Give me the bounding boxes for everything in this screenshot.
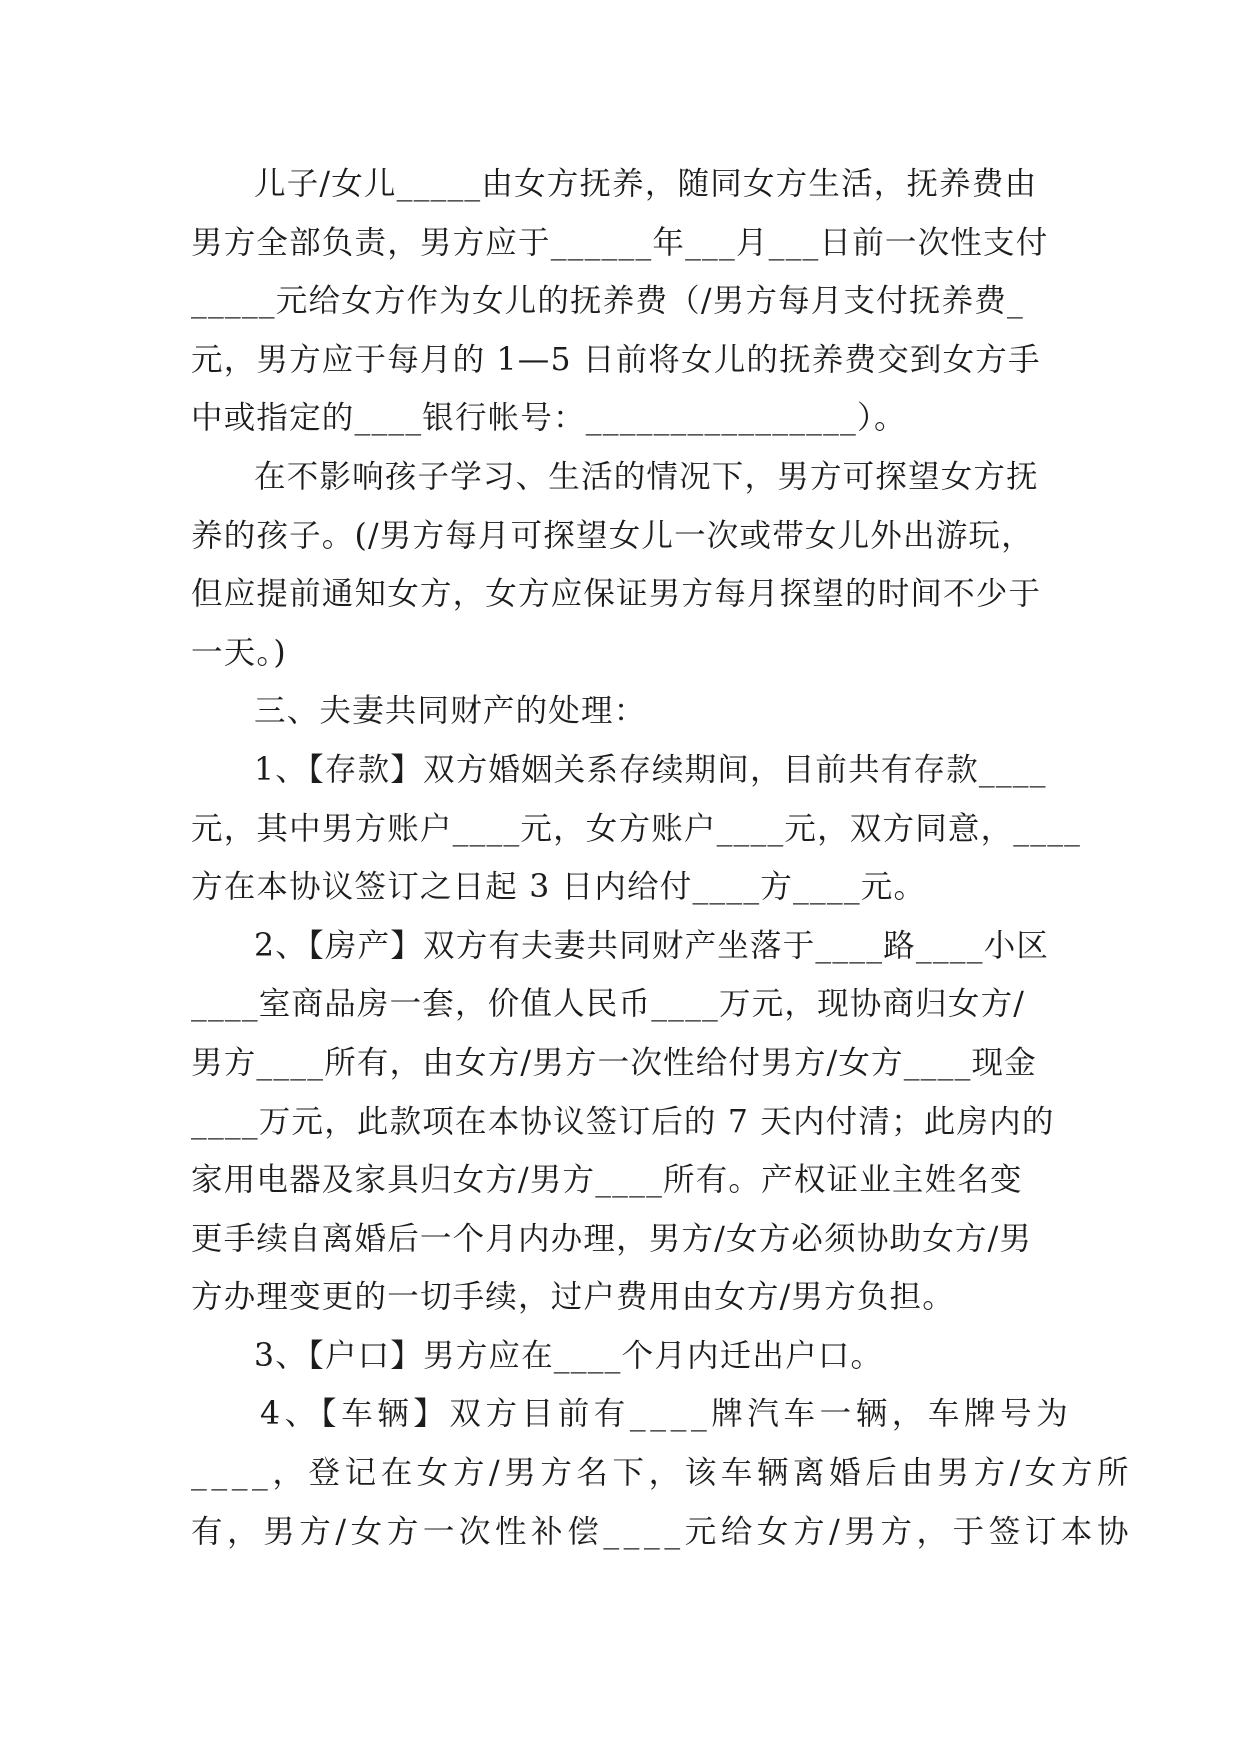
- text-line: 4、【车辆】双方目前有____牌汽车一辆，车牌号为: [260, 1396, 1073, 1433]
- text-line: 方办理变更的一切手续，过户费用由女方/男方负担。: [191, 1279, 955, 1316]
- text-line: ____万元，此款项在本协议签订后的 7 天内付清；此房内的: [191, 1103, 1055, 1140]
- text-line: 在不影响孩子学习、生活的情况下，男方可探望女方抚: [254, 458, 1039, 495]
- text-line: 儿子/女儿_____由女方抚养，随同女方生活，抚养费由: [254, 166, 1038, 202]
- text-line: 3、【户口】男方应在____个月内迁出户口。: [254, 1337, 884, 1374]
- text-line: 但应提前通知女方，女方应保证男方每月探望的时间不少于: [191, 576, 1042, 613]
- document-body: [191, 155, 1134, 1561]
- text-line: ____室商品房一套，价值人民币____万元，现协商归女方/: [191, 986, 1026, 1023]
- text-line: 方在本协议签订之日起 3 日内给付____方____元。: [191, 869, 927, 906]
- text-line: 中或指定的____银行帐号：________________）。: [191, 400, 907, 437]
- text-line: 更手续自离婚后一个月内办理，男方/女方必须协助女方/男: [191, 1220, 1033, 1257]
- text-line: 元，其中男方账户____元，女方账户____元，双方同意，____: [191, 810, 1082, 847]
- text-line: 元，男方应于每月的 1—5 日前将女儿的抚养费交到女方手: [191, 341, 1041, 378]
- text-line: 养的孩子。(/男方每月可探望女儿一次或带女儿外出游玩，: [191, 517, 1034, 554]
- text-line: _____元给女方作为女儿的抚养费（/男方每月支付抚养费_: [191, 283, 1024, 320]
- text-line: 男方全部负责，男方应于______年___月___日前一次性支付: [191, 224, 1049, 261]
- text-line: 1、【存款】双方婚姻关系存续期间，目前共有存款____: [254, 751, 1047, 788]
- text-line: ____，登记在女方/男方名下，该车辆离婚后由男方/女方所: [191, 1455, 1134, 1492]
- text-line: 2、【房产】双方有夫妻共同财产坐落于____路____小区: [254, 927, 1050, 964]
- text-line: 一天。): [191, 634, 287, 671]
- text-line: 有，男方/女方一次性补偿____元给女方/男方，于签订本协: [191, 1513, 1134, 1550]
- section-heading: 三、夫妻共同财产的处理：: [254, 693, 647, 730]
- text-line: 家用电器及家具归女方/男方____所有。产权证业主姓名变: [191, 1162, 1023, 1199]
- text-line: 男方____所有，由女方/男方一次性给付男方/女方____现金: [191, 1044, 1037, 1081]
